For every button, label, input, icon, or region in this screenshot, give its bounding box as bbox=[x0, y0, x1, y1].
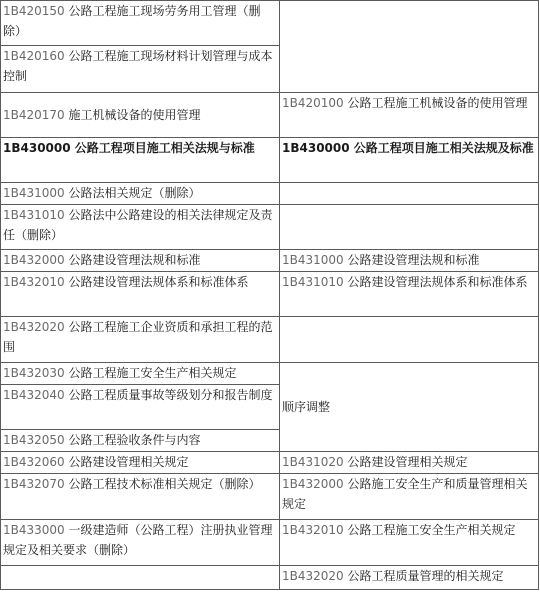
table-row bbox=[1, 363, 539, 385]
item-text: 公路工程施工企业资质和承担工程的范围 bbox=[3, 320, 273, 354]
item-text: 公路工程施工现场材料计划管理与成本控制 bbox=[3, 49, 273, 83]
item-code: 1B432030 bbox=[3, 366, 65, 380]
left-cell bbox=[1, 317, 280, 363]
table-row bbox=[1, 272, 539, 317]
left-cell bbox=[1, 385, 280, 430]
right-cell-empty bbox=[280, 317, 539, 363]
item-text: 公路工程施工安全生产相关规定 bbox=[343, 523, 516, 537]
item-code: 1B431000 bbox=[3, 186, 65, 200]
left-cell bbox=[1, 520, 280, 566]
left-cell bbox=[1, 1, 280, 46]
item-text: 公路建设管理相关规定 bbox=[64, 455, 189, 469]
left-cell bbox=[1, 474, 280, 520]
right-cell bbox=[280, 520, 539, 566]
table-row bbox=[1, 566, 539, 590]
right-cell bbox=[280, 474, 539, 520]
item-text: 一级建造师（公路工程）注册执业管理规定及相关要求（删除） bbox=[3, 523, 273, 557]
item-text: 公路工程验收条件与内容 bbox=[64, 433, 201, 447]
item-code: 1B432010 bbox=[282, 523, 344, 537]
right-cell bbox=[280, 93, 539, 138]
item-text: 公路工程施工安全生产相关规定 bbox=[64, 366, 237, 380]
item-code: 1B430000 bbox=[282, 141, 350, 155]
item-code: 1B420160 bbox=[3, 49, 65, 63]
item-text: 公路法中公路建设的相关法律规定及责任（删除） bbox=[3, 208, 273, 242]
left-cell bbox=[1, 46, 280, 93]
table-row bbox=[1, 183, 539, 205]
item-code: 1B431010 bbox=[3, 208, 65, 222]
right-cell bbox=[280, 452, 539, 474]
item-code: 1B432040 bbox=[3, 388, 65, 402]
item-code: 1B432070 bbox=[3, 477, 65, 491]
right-cell bbox=[280, 272, 539, 317]
item-text: 公路工程质量事故等级划分和报告制度 bbox=[64, 388, 273, 402]
item-text: 公路建设管理法规体系和标准体系 bbox=[64, 275, 249, 289]
item-code: 1B432000 bbox=[282, 477, 344, 491]
item-text: 公路建设管理相关规定 bbox=[343, 455, 468, 469]
item-text: 公路工程项目施工相关法规与标准 bbox=[70, 141, 255, 155]
item-code: 1B431010 bbox=[282, 275, 344, 289]
right-cell bbox=[280, 250, 539, 272]
item-code: 1B432020 bbox=[282, 569, 344, 583]
left-cell bbox=[1, 250, 280, 272]
table-row bbox=[1, 520, 539, 566]
item-code: 1B430000 bbox=[3, 141, 71, 155]
table-row bbox=[1, 205, 539, 250]
left-cell bbox=[1, 363, 280, 385]
item-code: 1B432010 bbox=[3, 275, 65, 289]
item-text: 公路法相关规定（删除） bbox=[64, 186, 201, 200]
right-cell-heading bbox=[280, 138, 539, 183]
item-code: 1B420100 bbox=[282, 96, 344, 110]
right-cell-note bbox=[280, 363, 539, 452]
left-cell bbox=[1, 272, 280, 317]
item-text: 公路工程施工机械设备的使用管理 bbox=[343, 96, 528, 110]
item-text: 公路工程技术标准相关规定（删除） bbox=[64, 477, 261, 491]
item-text: 公路工程施工现场劳务用工管理（删除） bbox=[3, 4, 261, 38]
left-cell bbox=[1, 183, 280, 205]
item-code: 1B432020 bbox=[3, 320, 65, 334]
item-text: 公路建设管理法规和标准 bbox=[64, 253, 201, 267]
left-cell-empty bbox=[1, 566, 280, 590]
item-text: 公路工程质量管理的相关规定 bbox=[343, 569, 504, 583]
table-row bbox=[1, 317, 539, 363]
reorder-note: 顺序调整 bbox=[282, 399, 331, 414]
table-row bbox=[1, 474, 539, 520]
left-cell bbox=[1, 430, 280, 452]
item-code: 1B420170 bbox=[3, 107, 65, 122]
right-cell bbox=[280, 566, 539, 590]
item-text: 公路建设管理法规体系和标准体系 bbox=[343, 275, 528, 289]
item-code: 1B432000 bbox=[3, 253, 65, 267]
table-row bbox=[1, 1, 539, 46]
item-code: 1B432060 bbox=[3, 455, 65, 469]
item-text: 公路施工安全生产和质量管理相关规定 bbox=[282, 477, 528, 511]
table-row bbox=[1, 138, 539, 183]
right-cell-empty bbox=[280, 183, 539, 205]
right-cell-empty bbox=[280, 1, 539, 93]
left-cell bbox=[1, 452, 280, 474]
item-text: 公路工程项目施工相关法规及标准 bbox=[349, 141, 534, 155]
item-code: 1B431020 bbox=[282, 455, 344, 469]
left-cell bbox=[1, 93, 280, 138]
table-row bbox=[1, 250, 539, 272]
table-row bbox=[1, 452, 539, 474]
item-text: 公路建设管理法规和标准 bbox=[343, 253, 480, 267]
right-cell-empty bbox=[280, 205, 539, 250]
item-code: 1B431000 bbox=[282, 253, 344, 267]
left-cell bbox=[1, 205, 280, 250]
item-code: 1B433000 bbox=[3, 523, 65, 537]
item-code: 1B420150 bbox=[3, 4, 65, 18]
item-text: 施工机械设备的使用管理 bbox=[64, 107, 201, 122]
item-code: 1B432050 bbox=[3, 433, 65, 447]
table-row bbox=[1, 93, 539, 138]
left-cell-heading bbox=[1, 138, 280, 183]
